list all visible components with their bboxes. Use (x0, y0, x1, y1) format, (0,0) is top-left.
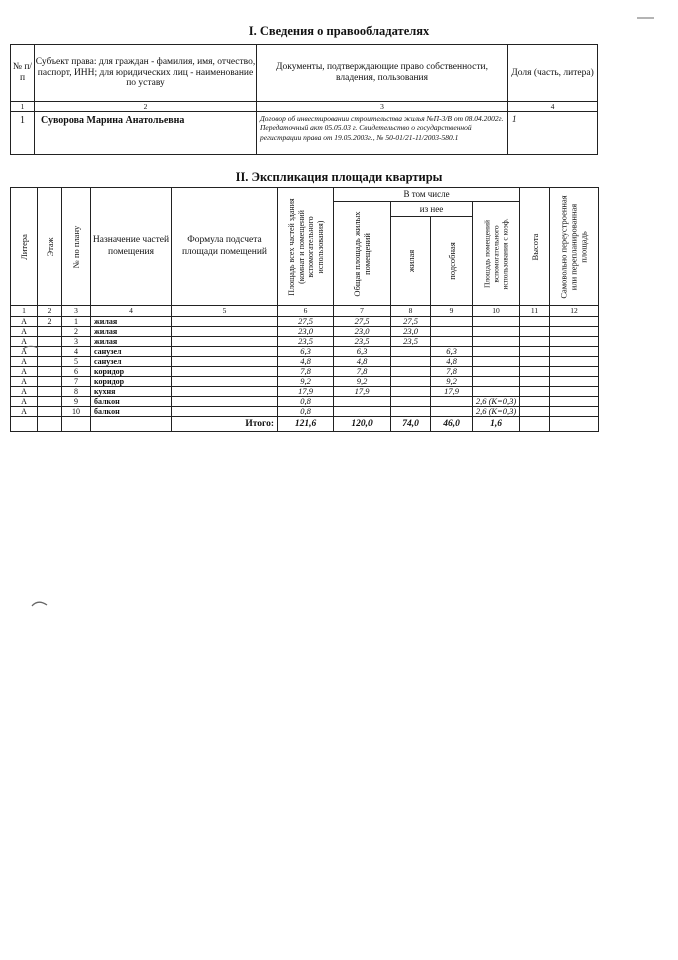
row-aux-coef (473, 377, 520, 387)
row-room-name: жилая (91, 327, 172, 337)
row-area: 27,5 (278, 317, 334, 327)
header-number: № п/п (11, 45, 35, 102)
section1-title: I. Сведения о правообладателях (248, 24, 430, 38)
row-auxiliary: 7,8 (431, 367, 473, 377)
total-total-living: 120,0 (334, 417, 391, 432)
row-floor (38, 397, 62, 407)
row-formula (172, 317, 278, 327)
empty-cell (91, 417, 172, 432)
row-total-living: 9,2 (334, 377, 391, 387)
column-number: 7 (334, 306, 391, 317)
section2-title: II. Экспликация площади квартиры (235, 170, 443, 184)
row-rebuilt (550, 367, 599, 377)
row-area: 6,3 (278, 347, 334, 357)
row-height (520, 377, 550, 387)
row-total-living: 7,8 (334, 367, 391, 377)
row-aux-coef (473, 367, 520, 377)
row-area: 0,8 (278, 397, 334, 407)
total-height (520, 417, 550, 432)
totals-row (11, 417, 599, 432)
row-litera: А (11, 347, 38, 357)
row-living (391, 377, 431, 387)
row-living (391, 397, 431, 407)
row-litera: А (11, 407, 38, 417)
row-auxiliary (431, 337, 473, 347)
row-plan-number: 1 (62, 317, 91, 327)
column-number: 11 (520, 306, 550, 317)
row-room-name: балкон (91, 407, 172, 417)
row-formula (172, 327, 278, 337)
total-aux-coef: 1,6 (473, 417, 520, 432)
row-floor (38, 377, 62, 387)
scan-mark-icon (30, 598, 50, 608)
column-number: 4 (508, 102, 598, 112)
column-number: 1 (11, 306, 38, 317)
row-auxiliary (431, 317, 473, 327)
row-formula (172, 377, 278, 387)
row-rebuilt (550, 377, 599, 387)
column-number: 10 (473, 306, 520, 317)
row-rebuilt (550, 317, 599, 327)
total-rebuilt (550, 417, 599, 432)
column-number: 9 (431, 306, 473, 317)
row-room-name: кухня (91, 387, 172, 397)
row-auxiliary: 6,3 (431, 347, 473, 357)
row-litera: А (11, 377, 38, 387)
room-row (11, 317, 599, 327)
row-formula (172, 367, 278, 377)
header-total-living: Общая площадь жилых помещений (334, 202, 391, 306)
scan-mark-icon (636, 14, 656, 22)
row-total-living: 17,9 (334, 387, 391, 397)
row-formula (172, 387, 278, 397)
row-rebuilt (550, 397, 599, 407)
row-living: 23,5 (391, 337, 431, 347)
row-total-living (334, 407, 391, 417)
header-subject: Субъект права: для граждан - фамилия, имя, отчество, паспорт, ИНН; для юридических лиц - наименование по уставу (35, 45, 257, 102)
column-number: 4 (91, 306, 172, 317)
empty-cell (62, 417, 91, 432)
row-aux-coef: 2,6 (К=0,3) (473, 397, 520, 407)
row-formula (172, 407, 278, 417)
row-total-living: 27,5 (334, 317, 391, 327)
row-rebuilt (550, 407, 599, 417)
row-aux-coef (473, 357, 520, 367)
row-plan-number: 6 (62, 367, 91, 377)
row-total-living: 23,5 (334, 337, 391, 347)
row-litera: А (11, 337, 38, 347)
row-aux-coef (473, 387, 520, 397)
row-height (520, 367, 550, 377)
row-litera: А (11, 397, 38, 407)
row-plan-number: 5 (62, 357, 91, 367)
row-floor: 2 (38, 317, 62, 327)
header-share: Доля (часть, литера) (508, 45, 598, 102)
row-aux-coef (473, 327, 520, 337)
owners-header-row (11, 45, 598, 102)
row-area: 7,8 (278, 367, 334, 377)
row-living: 27,5 (391, 317, 431, 327)
row-aux-coef: 2,6 (К=0,3) (473, 407, 520, 417)
column-number: 2 (35, 102, 257, 112)
row-area: 23,0 (278, 327, 334, 337)
row-rebuilt (550, 357, 599, 367)
row-floor (38, 347, 62, 357)
row-auxiliary: 4,8 (431, 357, 473, 367)
row-rebuilt (550, 327, 599, 337)
row-total-living: 23,0 (334, 327, 391, 337)
row-height (520, 407, 550, 417)
room-row (11, 377, 599, 387)
row-formula (172, 357, 278, 367)
row-aux-coef (473, 317, 520, 327)
row-plan-number: 10 (62, 407, 91, 417)
row-height (520, 387, 550, 397)
header-aux-coef: Площадь помещений вспомогательного использования с коэф. (473, 202, 520, 306)
row-formula (172, 347, 278, 357)
row-litera: А (11, 317, 38, 327)
column-number: 1 (11, 102, 35, 112)
row-auxiliary (431, 327, 473, 337)
row-floor (38, 387, 62, 397)
row-living (391, 387, 431, 397)
header-auxiliary: подсобная (431, 217, 473, 306)
empty-cell (38, 417, 62, 432)
explication-column-numbers (11, 306, 599, 317)
owners-table (10, 44, 598, 155)
header-litera: Литера (11, 188, 38, 306)
row-room-name: коридор (91, 367, 172, 377)
total-label: Итого: (172, 417, 278, 432)
row-floor (38, 367, 62, 377)
row-living (391, 347, 431, 357)
room-row (11, 327, 599, 337)
header-purpose: Назначение частей помещения (91, 188, 172, 306)
explication-table (10, 187, 599, 432)
row-height (520, 317, 550, 327)
row-plan-number: 3 (62, 337, 91, 347)
row-plan-number: 7 (62, 377, 91, 387)
row-formula (172, 397, 278, 407)
total-auxiliary: 46,0 (431, 417, 473, 432)
row-height (520, 397, 550, 407)
row-living (391, 407, 431, 417)
row-litera: А (11, 367, 38, 377)
row-rebuilt (550, 337, 599, 347)
explication-rows (11, 317, 599, 417)
row-litera: А (11, 387, 38, 397)
column-number: 2 (38, 306, 62, 317)
header-of-which: из нее (391, 202, 473, 217)
row-litera: А (11, 357, 38, 367)
owner-row (11, 112, 598, 155)
row-floor (38, 327, 62, 337)
row-total-living (334, 397, 391, 407)
room-row (11, 367, 599, 377)
ownership-documents: Договор об инвестировании строительства жилья №П-3/В от 08.04.2002г. Передаточный акт 05.05.03 г. Свидетельство о государственной регистрации права от 19.05.2003г., № 50-01/21-11/2003-580.1 (257, 112, 508, 155)
room-row (11, 337, 599, 347)
row-plan-number: 2 (62, 327, 91, 337)
room-row (11, 347, 599, 357)
row-living (391, 357, 431, 367)
column-number: 12 (550, 306, 599, 317)
row-floor (38, 337, 62, 347)
row-rebuilt (550, 387, 599, 397)
header-height: Высота (520, 188, 550, 306)
row-auxiliary (431, 407, 473, 417)
header-area-all: Площадь всех частей здания (комнат и помещений вспомогательного использования) (278, 188, 334, 306)
column-number: 8 (391, 306, 431, 317)
column-number: 5 (172, 306, 278, 317)
row-total-living: 6,3 (334, 347, 391, 357)
row-area: 23,5 (278, 337, 334, 347)
ownership-share: 1 (508, 112, 598, 155)
row-height (520, 337, 550, 347)
header-floor: Этаж (38, 188, 62, 306)
row-room-name: коридор (91, 377, 172, 387)
column-number: 3 (62, 306, 91, 317)
empty-cell (11, 417, 38, 432)
row-auxiliary: 9,2 (431, 377, 473, 387)
row-room-name: жилая (91, 337, 172, 347)
row-plan-number: 8 (62, 387, 91, 397)
row-aux-coef (473, 337, 520, 347)
row-aux-coef (473, 347, 520, 357)
total-living: 74,0 (391, 417, 431, 432)
row-plan-number: 4 (62, 347, 91, 357)
row-area: 17,9 (278, 387, 334, 397)
row-height (520, 357, 550, 367)
room-row (11, 387, 599, 397)
row-area: 4,8 (278, 357, 334, 367)
total-area: 121,6 (278, 417, 334, 432)
header-formula: Формула подсчета площади помещений (172, 188, 278, 306)
row-room-name: санузел (91, 347, 172, 357)
row-litera: А (11, 327, 38, 337)
explication-header-row (11, 188, 599, 202)
room-row (11, 407, 599, 417)
room-row (11, 397, 599, 407)
owner-name: Суворова Марина Анатольевна (35, 112, 257, 155)
scan-mark-icon (22, 343, 40, 353)
column-number: 3 (257, 102, 508, 112)
header-living: жилая (391, 217, 431, 306)
header-including: В том числе (334, 188, 520, 202)
row-auxiliary: 17,9 (431, 387, 473, 397)
row-auxiliary (431, 397, 473, 407)
header-documents: Документы, подтверждающие право собственности, владения, пользования (257, 45, 508, 102)
row-total-living: 4,8 (334, 357, 391, 367)
row-room-name: жилая (91, 317, 172, 327)
row-height (520, 327, 550, 337)
row-area: 0,8 (278, 407, 334, 417)
owners-column-numbers (11, 102, 598, 112)
row-rebuilt (550, 347, 599, 357)
row-height (520, 347, 550, 357)
room-row (11, 357, 599, 367)
row-area: 9,2 (278, 377, 334, 387)
row-living (391, 367, 431, 377)
row-formula (172, 337, 278, 347)
row-floor (38, 407, 62, 417)
row-living: 23,0 (391, 327, 431, 337)
row-floor (38, 357, 62, 367)
row-room-name: балкон (91, 397, 172, 407)
header-rebuilt-area: Самовольно переустроенная или перепланированная площадь (550, 188, 599, 306)
row-plan-number: 9 (62, 397, 91, 407)
owner-row-number: 1 (11, 112, 35, 155)
column-number: 6 (278, 306, 334, 317)
header-plan-number: № по плану (62, 188, 91, 306)
row-room-name: санузел (91, 357, 172, 367)
